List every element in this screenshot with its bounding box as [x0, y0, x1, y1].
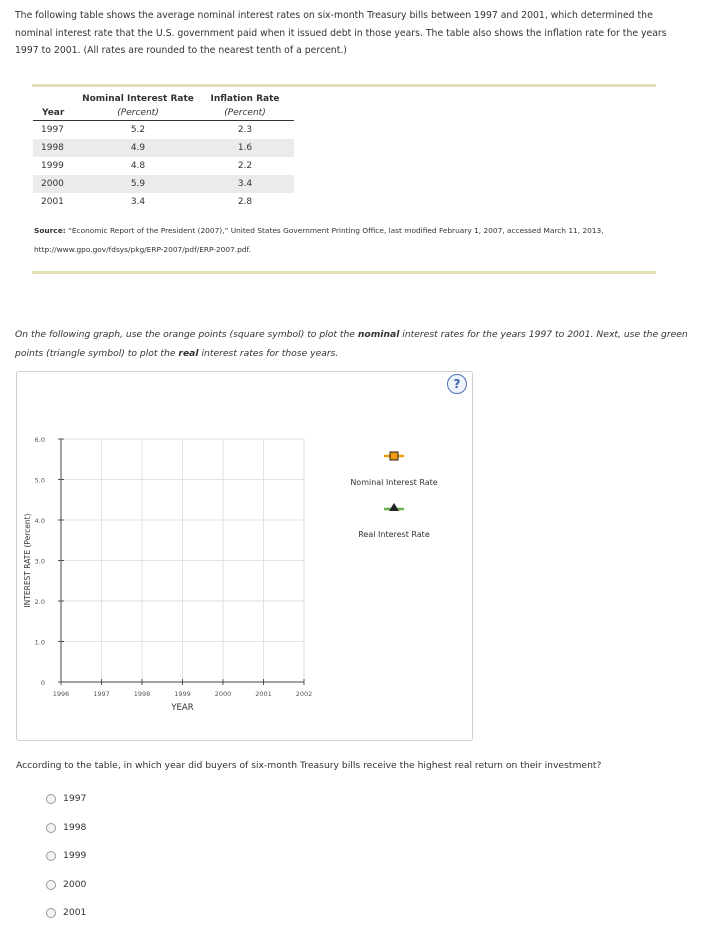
cell-nominal: 4.8 [130, 161, 146, 171]
cell-year: 2001 [41, 197, 64, 207]
y-tick-label: 0 [40, 679, 45, 687]
header-nominal: Nominal Interest Rate [82, 94, 194, 104]
option-label: 1998 [63, 822, 87, 833]
instr-bold-nominal: nominal [357, 329, 400, 340]
source-text: “Economic Report of the President (2007),” United States Government Printing Office, last modified February 1, 2007, accessed March 11, 2013, http://www.gpo.gov/fdsys/pkg/ERP-2007/pdf/ERP-2007.pdf. [34, 226, 604, 254]
x-tick-label: 2002 [295, 690, 313, 698]
radio-button[interactable] [46, 851, 56, 861]
cell-inflation: 3.4 [196, 175, 294, 193]
cell-year: 1998 [33, 139, 80, 157]
cell-inflation: 1.6 [196, 139, 294, 157]
header-inflation-unit: (Percent) [196, 106, 294, 121]
answer-option[interactable] [46, 793, 86, 804]
option-label: 1999 [63, 850, 87, 861]
cell-inflation: 2.8 [237, 197, 253, 207]
x-tick-label: 1996 [52, 690, 70, 698]
instr-part3: interest rates for those years. [198, 347, 339, 359]
radio-button[interactable] [46, 908, 56, 918]
cell-year: 1999 [41, 161, 64, 171]
header-year: Year [33, 106, 80, 121]
legend-real-label: Real Interest Rate [358, 530, 430, 539]
source-label: Source: [34, 226, 66, 235]
y-tick-label: 5.0 [34, 476, 45, 485]
cell-inflation: 2.2 [237, 161, 253, 171]
x-tick-label: 1998 [133, 690, 151, 698]
answer-option[interactable] [46, 879, 86, 890]
y-tick-label: 4.0 [34, 517, 45, 525]
legend-nominal-square-icon [390, 452, 398, 460]
answer-option[interactable] [46, 850, 86, 861]
header-inflation: Inflation Rate [210, 94, 280, 104]
instr-part1: On the following graph, use the orange points (square symbol) to plot the [15, 329, 358, 340]
cell-nominal: 3.4 [130, 197, 146, 207]
x-axis-label: YEAR [171, 703, 194, 713]
x-tick-label: 2001 [255, 690, 272, 698]
option-label: 2001 [63, 907, 87, 918]
y-axis-label: INTEREST RATE (Percent) [23, 513, 32, 608]
cell-nominal: 5.2 [130, 125, 146, 135]
y-tick-label: 3.0 [34, 557, 45, 566]
cell-nominal: 4.9 [80, 139, 196, 157]
y-tick-label: 1.0 [34, 638, 45, 647]
radio-button[interactable] [46, 823, 56, 833]
x-tick-label: 1999 [174, 690, 191, 698]
x-tick-label: 2000 [214, 690, 232, 698]
instr-bold-real: real [178, 347, 199, 359]
intro-text: The following table shows the average nominal interest rates on six-month Treasury bills between 1997 and 2001, which determined the nominal interest rate that the U.S. government paid when it issued debt in those years. The table also shows the inflation rate for the years 1997 to 2001. (All rates are rounded to the nearest tenth of a percent.) [15, 10, 667, 56]
cell-nominal: 5.9 [80, 175, 196, 193]
answer-option[interactable] [46, 822, 86, 833]
question-text: According to the table, in which year did buyers of six-month Treasury bills receive the highest real return on their investment? [16, 760, 602, 771]
legend-nominal-label: Nominal Interest Rate [350, 478, 438, 487]
option-label: 1997 [63, 793, 87, 804]
help-icon[interactable]: ? [447, 374, 467, 394]
header-nominal-unit: (Percent) [80, 106, 196, 121]
cell-year: 2000 [33, 175, 80, 193]
y-tick-label: 2.0 [34, 598, 45, 606]
option-label: 2000 [63, 879, 87, 890]
cell-year: 1997 [41, 125, 64, 135]
y-tick-label: 6.0 [34, 436, 45, 444]
x-tick-label: 1997 [93, 690, 110, 698]
radio-button[interactable] [46, 794, 56, 804]
instr-part2: interest rates for the years 1997 to 2001. Next, use the green points (triangle symbol) to plot the [15, 329, 688, 359]
cell-inflation: 2.3 [237, 125, 253, 135]
radio-button[interactable] [46, 880, 56, 890]
answer-option[interactable] [46, 907, 86, 918]
legend-real-triangle-icon [389, 503, 399, 511]
